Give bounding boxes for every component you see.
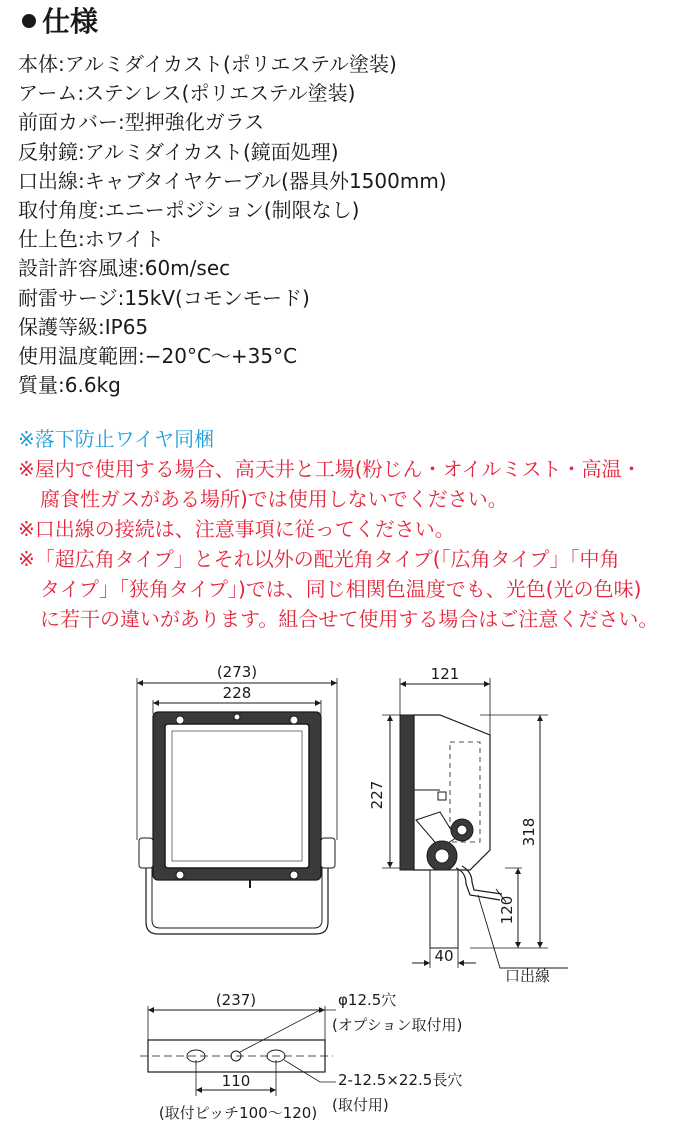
front-width-inner: 228 <box>222 684 252 702</box>
spec-item: 反射鏡:アルミダイカスト(鏡面処理) <box>18 139 339 164</box>
side-height: 227 <box>368 780 386 810</box>
spec-item: 本体:アルミダイカスト(ポリエステル塗装) <box>18 52 397 76</box>
note-text: ※「超広角タイプ」とそれ以外の配光角タイプ(「広角タイプ」「中角 <box>18 547 620 571</box>
total-height: 318 <box>520 817 538 847</box>
spec-item: 耐雷サージ:15kV(コモンモード) <box>18 285 310 310</box>
plate-pitch-note: (取付ピッチ100〜120) <box>158 1104 318 1122</box>
spec-item: 設計許容風速:60m/sec <box>18 256 231 281</box>
spec-item: 取付角度:エニーポジション(制限なし) <box>18 198 360 223</box>
slot-label: 2-12.5×22.5長穴 <box>338 1071 463 1089</box>
cable-label: 口出線 <box>505 967 551 985</box>
spec-heading-text: 仕様 <box>42 5 99 38</box>
cable-height: 120 <box>498 895 516 925</box>
slot-note: (取付用) <box>332 1096 389 1114</box>
spec-item: 使用温度範囲:−20°C〜+35°C <box>18 344 298 369</box>
note-text: ※口出線の接続は、注意事項に従ってください。 <box>18 517 455 541</box>
hole-note: (オプション取付用) <box>332 1016 463 1034</box>
spec-item: 仕上色:ホワイト <box>18 227 165 252</box>
plate-width: (237) <box>215 991 257 1009</box>
note-text: 腐食性ガスがある場所)では使用しないでください。 <box>40 487 508 511</box>
spec-item: 前面カバー:型押強化ガラス <box>18 110 265 135</box>
spec-item: 口出線:キャブタイヤケーブル(器具外1500mm) <box>18 168 447 193</box>
note-text: に若干の違いがあります。組合せて使用する場合はご注意ください。 <box>40 607 659 631</box>
note-text: ※落下防止ワイヤ同梱 <box>18 427 215 451</box>
spec-item: アーム:ステンレス(ポリエステル塗装) <box>18 81 356 106</box>
spec-item: 保護等級:IP65 <box>18 314 149 339</box>
note-text: ※屋内で使用する場合、高天井と工場(粉じん・オイルミスト・高温・ <box>18 457 642 481</box>
side-view <box>382 678 568 968</box>
front-width-outer: (273) <box>216 663 258 681</box>
plate-pitch: 110 <box>221 1072 251 1090</box>
hole-label: φ12.5穴 <box>338 991 397 1009</box>
note-text: タイプ」「狭角タイプ」)では、同じ相関色温度でも、光色(光の色味) <box>40 577 642 601</box>
spec-item: 質量:6.6kg <box>18 373 121 398</box>
front-view <box>137 678 337 934</box>
side-depth: 121 <box>430 665 460 683</box>
arm-width: 40 <box>434 947 454 965</box>
